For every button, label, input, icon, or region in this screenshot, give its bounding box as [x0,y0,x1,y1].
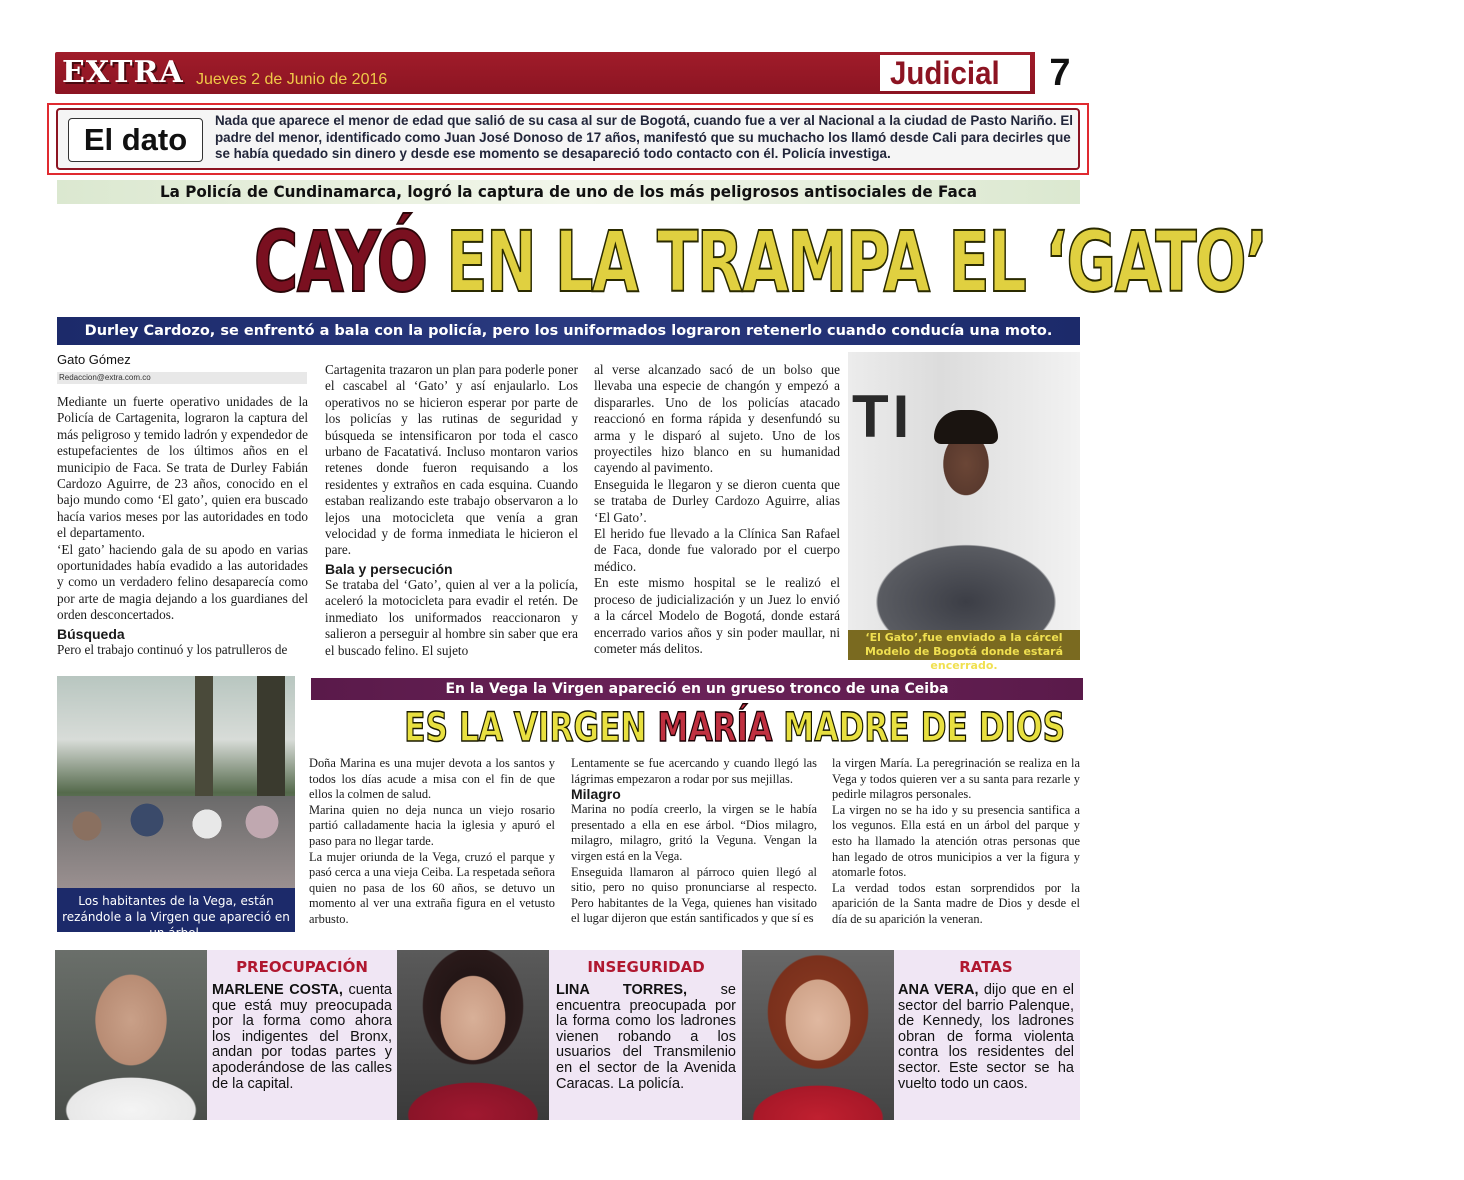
section-label: Judicial [890,55,1000,91]
el-dato-label: El dato [68,118,203,162]
voxpop-photo-marlene [55,950,207,1120]
paragraph: Marina quien no deja nunca un viejo rosario partió calladamente hacia la iglesia y apuró el paso para no llegar tarde. [309,802,555,848]
paragraph: Lentamente se fue acercando y cuando llegó las lágrimas empezaron a rodar por sus mejillas. [571,756,817,786]
voxpop-text-lina [556,983,736,1092]
headline2-part1: ES LA VIRGEN [404,705,647,751]
page-number: 7 [1035,52,1085,94]
story1-deck: Durley Cardozo, se enfrentó a bala con la policía, pero los uniformados lograron retenerlo cuando conducía una moto. [57,317,1080,345]
paragraph: En este mismo hospital se le realizó el proceso de judicialización y un Juez lo envió a la cárcel Modelo de Bogotá, donde estará encerrado varios años y sin poder maullar, ni cometer más delitos. [594,575,840,656]
voxpop-photo-ana [742,950,894,1120]
story2-headline [311,702,1083,754]
byline: Gato Gómez [57,352,131,367]
paragraph: Cartagenita trazaron un plan para poderle poner el cascabel al ‘Gato’ y así enjaularlo. Los operativos no se hicieron esperar por parte de los policías y las rutinas de seguridad y búsqueda se intensificaron por toda el casco urbano de Facatativá. Incluso montaron varios retenes donde fueron requisando a los residentes y extraños en cada esquina. Cuando estaban realizando este trabajo observaron a lo lejos una motocicleta que venía a gran velocidad y de forma inmediata le hicieron el pare. [325,362,578,558]
photo-hair [934,410,998,444]
vega-crowd-photo [57,676,295,888]
headline2-part3: MADRE DE DIOS [783,705,1066,751]
paragraph: Enseguida llamaron al párroco quien llegó al sitio, pero no quiso pronunciarse al respecto. Pero habitantes de la Vega, quienes han visitado el lugar dijeron que están santificados y que sí es [571,864,817,926]
story1-kicker: La Policía de Cundinamarca, logró la captura de uno de los más peligrosos antisociales de Faca [159,182,978,201]
paragraph: La virgen no se ha ido y su presencia santifica a los vegunos. Ella está en un árbol del parque y esto ha llamado la atención otras personas que han legado de otros municipios a ver la figura y atomarle fotos. [832,802,1080,880]
subhead-busqueda: Búsqueda [57,625,125,642]
story1-headline [57,212,1267,312]
story2-column-3 [832,756,1080,928]
vega-photo-caption: Los habitantes de la Vega, están rezándole a la Virgen que apareció en un árbol. [57,888,295,932]
voxpop-title-inseguridad: INSEGURIDAD [587,958,705,976]
paragraph: Mediante un fuerte operativo unidades de la Policía de Cartagenita, lograron la captura del más peligroso y temido ladrón y expendedor de estupefacientes de los últimos años en el municipio de Faca. Se trata de Durley Fabián Cardozo Aguirre, de 23 años, conocido en el bajo mundo como ‘El gato’, quien era buscado hacía varios meses por las autoridades en todo el departamento. [57,394,308,541]
paragraph: al verse alcanzado sacó de un bolso que llevaba una especie de changón y empezó a dispararles. Uno de los policías atacado reaccionó en forma rápida y desenfundó su arma y le disparó al sujeto. Uno de los proyectiles hizo blanco en su humanidad cayendo al pavimento. [594,362,840,476]
story1-column-2 [325,362,578,659]
voxpop-photo-lina [397,950,549,1120]
headline2-part2: MARÍA [657,705,773,751]
paragraph: La mujer oriunda de la Vega, cruzó el parque y pasó cerca a una vieja Ceiba. La respetada señora quien no pasa de los 60 años, se detuvo un momento al ver una extraña figura en el vetusto arbusto. [309,849,555,926]
story1-headline-inner [254,212,1267,312]
paragraph: La verdad todos estan sorprendidos por la aparición de la Santa madre de Dios y desde el día de su aparición la veneran. [832,880,1080,926]
paragraph: ‘El gato’ haciendo gala de su apodo en varias oportunidades había evadido a las autoridades y como un verdadero felino desaparecía como por arte de magia dejando a los guardianes del orden desconcertados. [57,541,308,623]
photo-background-sign: TI [852,383,914,450]
voxpop-name: MARLENE COSTA, [212,982,343,998]
paragraph: Enseguida le llegaron y se dieron cuenta que se trataba de Durley Cardozo Aguirre, alias ‘El Gato’. [594,476,840,525]
paragraph: Pero el trabajo continuó y los patrulleros de [57,641,288,657]
voxpop-quote: cuenta que está muy preocupada por la forma como ahora los indigentes del Bronx, andan por todas partes y apoderándose de las calles de la capital. [212,982,392,1092]
byline-email: Redaccion@extra.com.co [57,372,307,384]
story1-column-1 [57,394,308,658]
paragraph: El herido fue llevado a la Clínica San Rafael de Faca, donde fue valorado por el cuerpo médico. [594,526,840,574]
voxpop-title-ratas: RATAS [959,958,1013,976]
photo-crowd [57,796,295,888]
suspect-photo-caption: ‘El Gato’,fue enviado a la cárcel Modelo de Bogotá donde estará encerrado. [848,630,1080,660]
paragraph: Marina no podía creerlo, la virgen se le había presentado a ella en ese árbol. “Dios milagro, milagro, milagro, gritó la Veguna. Vengan la virgen está en la Vega. [571,802,817,863]
story2-column-1 [309,756,555,928]
newspaper-logo: EXTRA [62,55,184,90]
voxpop-quote: se encuentra preocupada por la forma como los ladrones vienen robando a los usuarios del Transmilenio en el sector de la Avenida Caracas. La policía. [556,982,736,1092]
subhead-milagro: Milagro [571,786,621,803]
voxpop-text-ana [898,983,1074,1092]
voxpop-text-marlene [212,983,392,1092]
voxpop-title-preocupacion: PREOCUPACIÓN [236,958,368,976]
el-dato-text: Nada que aparece el menor de edad que salió de su casa al sur de Bogotá, cuando fue a ver al Nacional a la ciudad de Pasto Nariño. El padre del menor, identificado como Juan José Donoso de 17 años, manifestó que su muchacho los llamó desde Cali para decirles que se había quedado sin dinero y desde ese momento se desapareció todo contacto con él. Policía investiga. [215,113,1074,161]
issue-date: Jueves 2 de Junio de 2016 [196,71,388,88]
voxpop-name: ANA VERA, [898,982,979,998]
voxpop-name: LINA TORRES, [556,982,688,998]
subhead-bala: Bala y persecución [325,560,453,577]
voxpop-quote: dijo que en el sector del barrio Palenque, de Kennedy, los ladrones obran de forma violenta contra los residentes del sector. Este sector se ha vuelto todo un caos. [898,982,1074,1092]
headline-part2: EN LA TRAMPA EL ‘GATO’ [446,213,1267,311]
story2-headline-inner [404,702,1065,754]
story2-column-2 [571,756,817,927]
suspect-photo [848,352,1080,630]
paragraph: la virgen María. La peregrinación se realiza en la Vega y todos quieren ver a su santa para rezarle y pedirle milagros personales. [832,756,1080,802]
headline-part1: CAYÓ [253,213,427,311]
story1-column-3 [594,362,840,657]
paragraph: Se trataba del ‘Gato’, quien al ver a la policía, aceleró la motocicleta para evadir el retén. De inmediato los uniformados reaccionaron y salieron a perseguir al hombre sin saber que era el buscado felino. El sujeto [325,576,578,658]
paragraph: Doña Marina es una mujer devota a los santos y todos los días acude a misa con el fin de que ellos la colmen de salud. [309,756,555,802]
story2-kicker: En la Vega la Virgen apareció en un grueso tronco de una Ceiba [311,678,1083,700]
